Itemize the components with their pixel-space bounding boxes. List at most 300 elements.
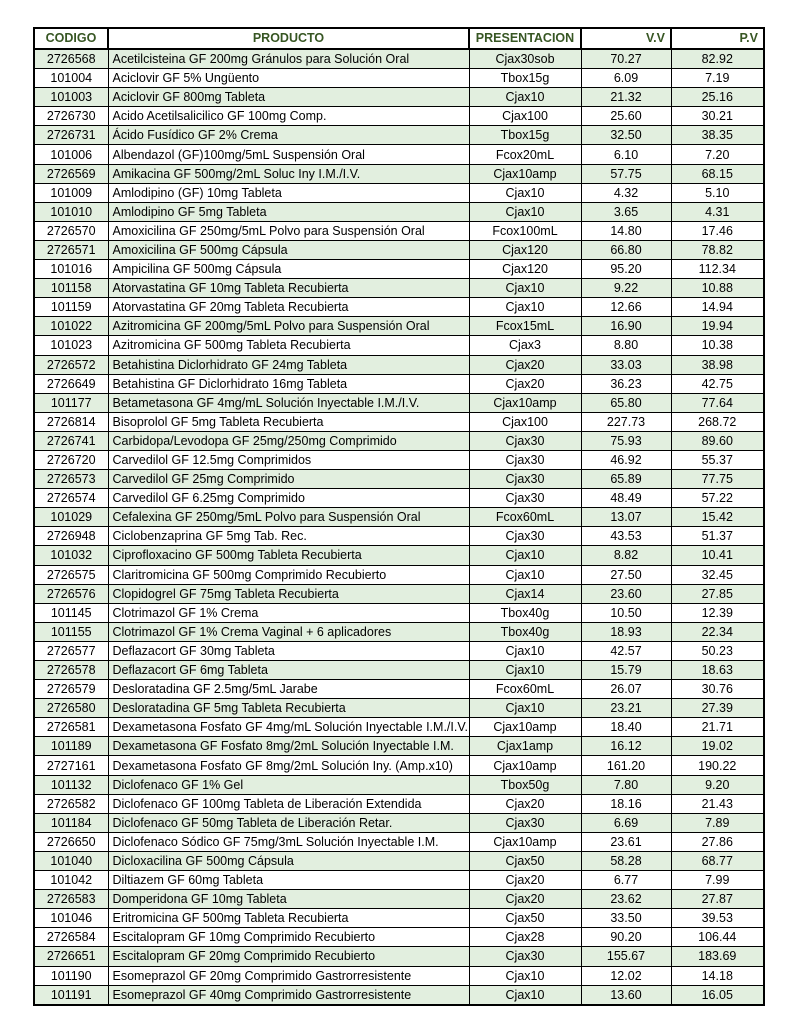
cell-codigo: 2726650 [34,832,108,851]
cell-producto: Diclofenaco GF 100mg Tableta de Liberación Extendida [108,794,469,813]
cell-pv: 82.92 [671,49,764,69]
cell-producto: Aciclovir GF 5% Ungüento [108,69,469,88]
cell-codigo: 101023 [34,336,108,355]
header-codigo: CODIGO [34,28,108,49]
cell-pv: 10.41 [671,546,764,565]
cell-vv: 7.80 [581,775,671,794]
cell-vv: 23.62 [581,890,671,909]
cell-presentacion: Fcox60mL [469,680,581,699]
cell-codigo: 2726580 [34,699,108,718]
cell-vv: 66.80 [581,240,671,259]
table-row [34,527,764,546]
cell-presentacion: Cjax10 [469,565,581,584]
cell-pv: 57.22 [671,489,764,508]
cell-codigo: 2726948 [34,527,108,546]
cell-presentacion: Fcox100mL [469,221,581,240]
header-vv: V.V [581,28,671,49]
cell-presentacion: Cjax30 [469,450,581,469]
cell-codigo: 2726581 [34,718,108,737]
cell-producto: Carvedilol GF 25mg Comprimido [108,470,469,489]
cell-producto: Amlodipino (GF) 10mg Tableta [108,183,469,202]
cell-vv: 8.82 [581,546,671,565]
cell-presentacion: Cjax50 [469,851,581,870]
table-row [34,489,764,508]
cell-producto: Ampicilina GF 500mg Cápsula [108,260,469,279]
cell-codigo: 2726573 [34,470,108,489]
cell-vv: 27.50 [581,565,671,584]
cell-presentacion: Cjax10 [469,699,581,718]
cell-codigo: 2726651 [34,947,108,966]
cell-vv: 3.65 [581,202,671,221]
cell-pv: 27.39 [671,699,764,718]
cell-codigo: 101155 [34,622,108,641]
cell-producto: Amikacina GF 500mg/2mL Soluc Iny I.M./I.V. [108,164,469,183]
cell-presentacion: Cjax1amp [469,737,581,756]
cell-codigo: 2726575 [34,565,108,584]
table-row [34,183,764,202]
cell-vv: 14.80 [581,221,671,240]
cell-pv: 7.99 [671,871,764,890]
cell-presentacion: Cjax120 [469,240,581,259]
cell-presentacion: Cjax10amp [469,832,581,851]
cell-presentacion: Cjax20 [469,355,581,374]
table-row [34,431,764,450]
cell-vv: 23.61 [581,832,671,851]
cell-pv: 7.19 [671,69,764,88]
cell-codigo: 101010 [34,202,108,221]
cell-producto: Dexametasona Fosfato GF 4mg/mL Solución Inyectable I.M./I.V. [108,718,469,737]
cell-producto: Ácido Fusídico GF 2% Crema [108,126,469,145]
cell-vv: 161.20 [581,756,671,775]
cell-presentacion: Cjax20 [469,871,581,890]
table-row [34,450,764,469]
cell-producto: Clopidogrel GF 75mg Tableta Recubierta [108,584,469,603]
cell-vv: 58.28 [581,851,671,870]
cell-vv: 12.66 [581,298,671,317]
table-header [34,28,764,49]
cell-codigo: 2726720 [34,450,108,469]
cell-vv: 18.16 [581,794,671,813]
table-row [34,565,764,584]
cell-codigo: 101029 [34,508,108,527]
cell-producto: Diltiazem GF 60mg Tableta [108,871,469,890]
cell-producto: Carvedilol GF 6.25mg Comprimido [108,489,469,508]
table-row [34,336,764,355]
cell-pv: 21.71 [671,718,764,737]
cell-codigo: 101004 [34,69,108,88]
cell-presentacion: Tbox40g [469,622,581,641]
cell-vv: 15.79 [581,661,671,680]
cell-pv: 112.34 [671,260,764,279]
cell-presentacion: Cjax10 [469,298,581,317]
cell-codigo: 2727161 [34,756,108,775]
cell-presentacion: Cjax10 [469,985,581,1005]
cell-producto: Eritromicina GF 500mg Tableta Recubierta [108,909,469,928]
cell-pv: 14.94 [671,298,764,317]
cell-presentacion: Cjax20 [469,794,581,813]
table-row [34,851,764,870]
cell-pv: 77.75 [671,470,764,489]
cell-producto: Atorvastatina GF 20mg Tableta Recubierta [108,298,469,317]
cell-producto: Atorvastatina GF 10mg Tableta Recubierta [108,279,469,298]
cell-presentacion: Cjax30 [469,470,581,489]
cell-presentacion: Cjax10amp [469,756,581,775]
table-row [34,661,764,680]
table-row [34,928,764,947]
cell-producto: Deflazacort GF 6mg Tableta [108,661,469,680]
table-row [34,298,764,317]
table-row [34,49,764,69]
cell-producto: Domperidona GF 10mg Tableta [108,890,469,909]
cell-producto: Carvedilol GF 12.5mg Comprimidos [108,450,469,469]
cell-pv: 4.31 [671,202,764,221]
cell-codigo: 2726584 [34,928,108,947]
cell-vv: 36.23 [581,374,671,393]
cell-vv: 23.21 [581,699,671,718]
table-row [34,546,764,565]
cell-producto: Diclofenaco GF 50mg Tableta de Liberación Retar. [108,813,469,832]
cell-pv: 89.60 [671,431,764,450]
cell-producto: Amoxicilina GF 500mg Cápsula [108,240,469,259]
table-row [34,260,764,279]
cell-codigo: 101006 [34,145,108,164]
cell-pv: 12.39 [671,603,764,622]
cell-pv: 106.44 [671,928,764,947]
cell-pv: 18.63 [671,661,764,680]
cell-producto: Diclofenaco Sódico GF 75mg/3mL Solución Inyectable I.M. [108,832,469,851]
cell-producto: Claritromicina GF 500mg Comprimido Recubierto [108,565,469,584]
header-pv: P.V [671,28,764,49]
cell-presentacion: Cjax20 [469,890,581,909]
cell-codigo: 2726577 [34,641,108,660]
cell-pv: 50.23 [671,641,764,660]
cell-vv: 9.22 [581,279,671,298]
cell-codigo: 101009 [34,183,108,202]
cell-vv: 18.93 [581,622,671,641]
cell-producto: Deflazacort GF 30mg Tableta [108,641,469,660]
cell-producto: Escitalopram GF 20mg Comprimido Recubierto [108,947,469,966]
cell-presentacion: Cjax100 [469,412,581,431]
table-row [34,355,764,374]
cell-vv: 16.12 [581,737,671,756]
cell-producto: Amoxicilina GF 250mg/5mL Polvo para Suspensión Oral [108,221,469,240]
cell-codigo: 101145 [34,603,108,622]
cell-vv: 16.90 [581,317,671,336]
cell-presentacion: Cjax30 [469,527,581,546]
table-row [34,508,764,527]
cell-pv: 268.72 [671,412,764,431]
table-row [34,412,764,431]
cell-pv: 30.21 [671,107,764,126]
cell-presentacion: Cjax30 [469,431,581,450]
header-producto: PRODUCTO [108,28,469,49]
cell-vv: 6.69 [581,813,671,832]
table-row [34,699,764,718]
cell-presentacion: Cjax10 [469,661,581,680]
cell-vv: 13.60 [581,985,671,1005]
cell-pv: 30.76 [671,680,764,699]
cell-codigo: 101032 [34,546,108,565]
cell-pv: 77.64 [671,393,764,412]
cell-presentacion: Fcox20mL [469,145,581,164]
price-table [33,27,765,1006]
cell-presentacion: Cjax10amp [469,393,581,412]
table-row [34,470,764,489]
cell-producto: Amlodipino GF 5mg Tableta [108,202,469,221]
table-row [34,374,764,393]
cell-pv: 25.16 [671,88,764,107]
cell-vv: 6.10 [581,145,671,164]
cell-presentacion: Cjax10 [469,279,581,298]
cell-codigo: 2726741 [34,431,108,450]
cell-pv: 39.53 [671,909,764,928]
cell-vv: 21.32 [581,88,671,107]
table-row [34,279,764,298]
cell-pv: 7.20 [671,145,764,164]
table-row [34,718,764,737]
cell-pv: 27.85 [671,584,764,603]
cell-presentacion: Cjax10amp [469,164,581,183]
cell-vv: 33.50 [581,909,671,928]
cell-codigo: 2726569 [34,164,108,183]
cell-presentacion: Cjax50 [469,909,581,928]
cell-vv: 57.75 [581,164,671,183]
cell-pv: 7.89 [671,813,764,832]
table-row [34,947,764,966]
table-row [34,622,764,641]
cell-presentacion: Tbox50g [469,775,581,794]
cell-vv: 43.53 [581,527,671,546]
cell-pv: 51.37 [671,527,764,546]
cell-codigo: 2726814 [34,412,108,431]
cell-codigo: 2726570 [34,221,108,240]
cell-presentacion: Tbox15g [469,126,581,145]
cell-pv: 9.20 [671,775,764,794]
table-row [34,317,764,336]
cell-producto: Albendazol (GF)100mg/5mL Suspensión Oral [108,145,469,164]
cell-codigo: 101191 [34,985,108,1005]
cell-pv: 17.46 [671,221,764,240]
cell-vv: 65.89 [581,470,671,489]
cell-pv: 10.38 [671,336,764,355]
cell-producto: Escitalopram GF 10mg Comprimido Recubierto [108,928,469,947]
header-row [34,28,764,49]
cell-pv: 190.22 [671,756,764,775]
cell-pv: 27.87 [671,890,764,909]
cell-presentacion: Cjax10 [469,546,581,565]
cell-pv: 78.82 [671,240,764,259]
table-row [34,240,764,259]
cell-producto: Betahistina Diclorhidrato GF 24mg Tableta [108,355,469,374]
table-row [34,775,764,794]
cell-codigo: 101189 [34,737,108,756]
cell-vv: 10.50 [581,603,671,622]
cell-producto: Azitromicina GF 500mg Tableta Recubierta [108,336,469,355]
cell-codigo: 2726579 [34,680,108,699]
cell-presentacion: Cjax30 [469,813,581,832]
cell-pv: 16.05 [671,985,764,1005]
table-row [34,69,764,88]
table-row [34,737,764,756]
cell-vv: 42.57 [581,641,671,660]
cell-presentacion: Cjax3 [469,336,581,355]
cell-vv: 46.92 [581,450,671,469]
cell-producto: Diclofenaco GF 1% Gel [108,775,469,794]
cell-producto: Bisoprolol GF 5mg Tableta Recubierta [108,412,469,431]
cell-producto: Betahistina GF Diclorhidrato 16mg Tableta [108,374,469,393]
table-row [34,126,764,145]
cell-presentacion: Cjax30 [469,947,581,966]
table-row [34,603,764,622]
cell-producto: Desloratadina GF 5mg Tableta Recubierta [108,699,469,718]
cell-producto: Cefalexina GF 250mg/5mL Polvo para Suspensión Oral [108,508,469,527]
cell-presentacion: Cjax14 [469,584,581,603]
table-row [34,145,764,164]
cell-vv: 48.49 [581,489,671,508]
cell-presentacion: Cjax10 [469,88,581,107]
cell-producto: Acetilcisteina GF 200mg Gránulos para Solución Oral [108,49,469,69]
cell-producto: Esomeprazol GF 20mg Comprimido Gastrorresistente [108,966,469,985]
cell-codigo: 2726571 [34,240,108,259]
cell-vv: 227.73 [581,412,671,431]
cell-presentacion: Cjax20 [469,374,581,393]
table-row [34,794,764,813]
cell-presentacion: Tbox40g [469,603,581,622]
cell-vv: 70.27 [581,49,671,69]
cell-vv: 155.67 [581,947,671,966]
table-row [34,871,764,890]
cell-codigo: 101159 [34,298,108,317]
cell-producto: Dexametasona GF Fosfato 8mg/2mL Solución Inyectable I.M. [108,737,469,756]
cell-vv: 33.03 [581,355,671,374]
table-row [34,202,764,221]
cell-codigo: 2726649 [34,374,108,393]
cell-vv: 18.40 [581,718,671,737]
cell-pv: 19.94 [671,317,764,336]
cell-codigo: 101040 [34,851,108,870]
cell-vv: 26.07 [581,680,671,699]
cell-vv: 6.77 [581,871,671,890]
table-row [34,966,764,985]
cell-pv: 42.75 [671,374,764,393]
cell-producto: Aciclovir GF 800mg Tableta [108,88,469,107]
cell-codigo: 2726572 [34,355,108,374]
table-row [34,393,764,412]
cell-vv: 23.60 [581,584,671,603]
cell-producto: Dexametasona Fosfato GF 8mg/2mL Solución Iny. (Amp.x10) [108,756,469,775]
cell-vv: 95.20 [581,260,671,279]
cell-presentacion: Cjax100 [469,107,581,126]
table-row [34,680,764,699]
cell-codigo: 2726576 [34,584,108,603]
cell-pv: 10.88 [671,279,764,298]
cell-codigo: 101022 [34,317,108,336]
cell-vv: 90.20 [581,928,671,947]
table-row [34,832,764,851]
table-row [34,221,764,240]
cell-pv: 5.10 [671,183,764,202]
cell-pv: 19.02 [671,737,764,756]
cell-presentacion: Cjax10amp [469,718,581,737]
table-row [34,890,764,909]
cell-pv: 68.77 [671,851,764,870]
cell-presentacion: Cjax30 [469,489,581,508]
cell-producto: Acido Acetilsalicilico GF 100mg Comp. [108,107,469,126]
cell-vv: 25.60 [581,107,671,126]
cell-codigo: 2726730 [34,107,108,126]
cell-producto: Esomeprazol GF 40mg Comprimido Gastrorresistente [108,985,469,1005]
cell-pv: 22.34 [671,622,764,641]
cell-codigo: 101132 [34,775,108,794]
table-row [34,164,764,183]
cell-pv: 183.69 [671,947,764,966]
cell-pv: 38.35 [671,126,764,145]
table-row [34,584,764,603]
cell-codigo: 2726583 [34,890,108,909]
cell-codigo: 101046 [34,909,108,928]
cell-pv: 27.86 [671,832,764,851]
cell-pv: 55.37 [671,450,764,469]
cell-codigo: 101177 [34,393,108,412]
cell-vv: 65.80 [581,393,671,412]
cell-presentacion: Fcox60mL [469,508,581,527]
cell-vv: 8.80 [581,336,671,355]
cell-presentacion: Cjax28 [469,928,581,947]
cell-producto: Clotrimazol GF 1% Crema Vaginal + 6 aplicadores [108,622,469,641]
cell-vv: 4.32 [581,183,671,202]
cell-pv: 21.43 [671,794,764,813]
cell-presentacion: Fcox15mL [469,317,581,336]
cell-pv: 68.15 [671,164,764,183]
header-presentacion: PRESENTACION [469,28,581,49]
cell-codigo: 2726568 [34,49,108,69]
table-row [34,88,764,107]
cell-codigo: 2726578 [34,661,108,680]
cell-presentacion: Cjax10 [469,202,581,221]
cell-producto: Carbidopa/Levodopa GF 25mg/250mg Comprimido [108,431,469,450]
table-row [34,909,764,928]
table-row [34,107,764,126]
cell-codigo: 101190 [34,966,108,985]
cell-producto: Azitromicina GF 200mg/5mL Polvo para Suspensión Oral [108,317,469,336]
table-row [34,813,764,832]
cell-codigo: 101003 [34,88,108,107]
cell-presentacion: Cjax10 [469,183,581,202]
cell-codigo: 2726574 [34,489,108,508]
cell-presentacion: Cjax10 [469,641,581,660]
cell-pv: 14.18 [671,966,764,985]
table-body [34,49,764,1005]
cell-presentacion: Cjax10 [469,966,581,985]
cell-vv: 12.02 [581,966,671,985]
cell-pv: 32.45 [671,565,764,584]
cell-vv: 13.07 [581,508,671,527]
cell-vv: 32.50 [581,126,671,145]
cell-codigo: 101184 [34,813,108,832]
cell-vv: 75.93 [581,431,671,450]
cell-producto: Desloratadina GF 2.5mg/5mL Jarabe [108,680,469,699]
cell-producto: Ciprofloxacino GF 500mg Tableta Recubierta [108,546,469,565]
cell-codigo: 2726731 [34,126,108,145]
cell-codigo: 2726582 [34,794,108,813]
cell-presentacion: Tbox15g [469,69,581,88]
cell-pv: 38.98 [671,355,764,374]
cell-codigo: 101016 [34,260,108,279]
cell-vv: 6.09 [581,69,671,88]
cell-presentacion: Cjax120 [469,260,581,279]
table-row [34,756,764,775]
cell-producto: Dicloxacilina GF 500mg Cápsula [108,851,469,870]
